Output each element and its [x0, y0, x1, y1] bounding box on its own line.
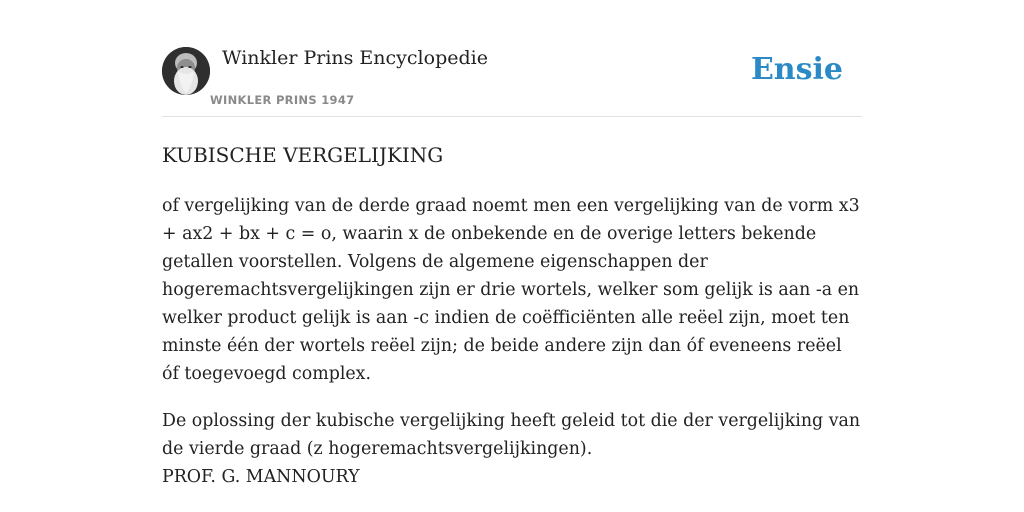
article-paragraph: of vergelijking van de derde graad noemt men een vergelijking van de vorm x3 + ax2 + bx + c = o, waarin x de onbekende en de overige letters bekende getallen voorstellen. Volgens de algemene eigenschappen der hogeremachtsvergelijkingen zijn er drie wortels, welker som gelijk is aan -a en welker product gelijk is aan -c indien de coëfficiënten alle reëel zijn, moet ten minste één der wortels reëel zijn; de beide andere zijn dan óf eveneens reëel óf toegevoegd complex. — [162, 196, 860, 384]
ensie-logo[interactable]: Ensie — [750, 52, 843, 87]
site-title[interactable]: Winkler Prins Encyclopedie — [222, 47, 488, 69]
author-avatar — [162, 47, 210, 95]
article-author: PROF. G. MANNOURY — [162, 467, 360, 487]
site-header — [162, 46, 862, 117]
article-paragraph: De oplossing der kubische vergelijking heeft geleid tot die der vergelijking van de vierde graad (z hogeremachtsvergelijkingen). — [162, 411, 861, 459]
site-subtitle: WINKLER PRINS 1947 — [210, 93, 355, 107]
article-body — [162, 192, 862, 482]
article-title: KUBISCHE VERGELIJKING — [162, 143, 444, 167]
